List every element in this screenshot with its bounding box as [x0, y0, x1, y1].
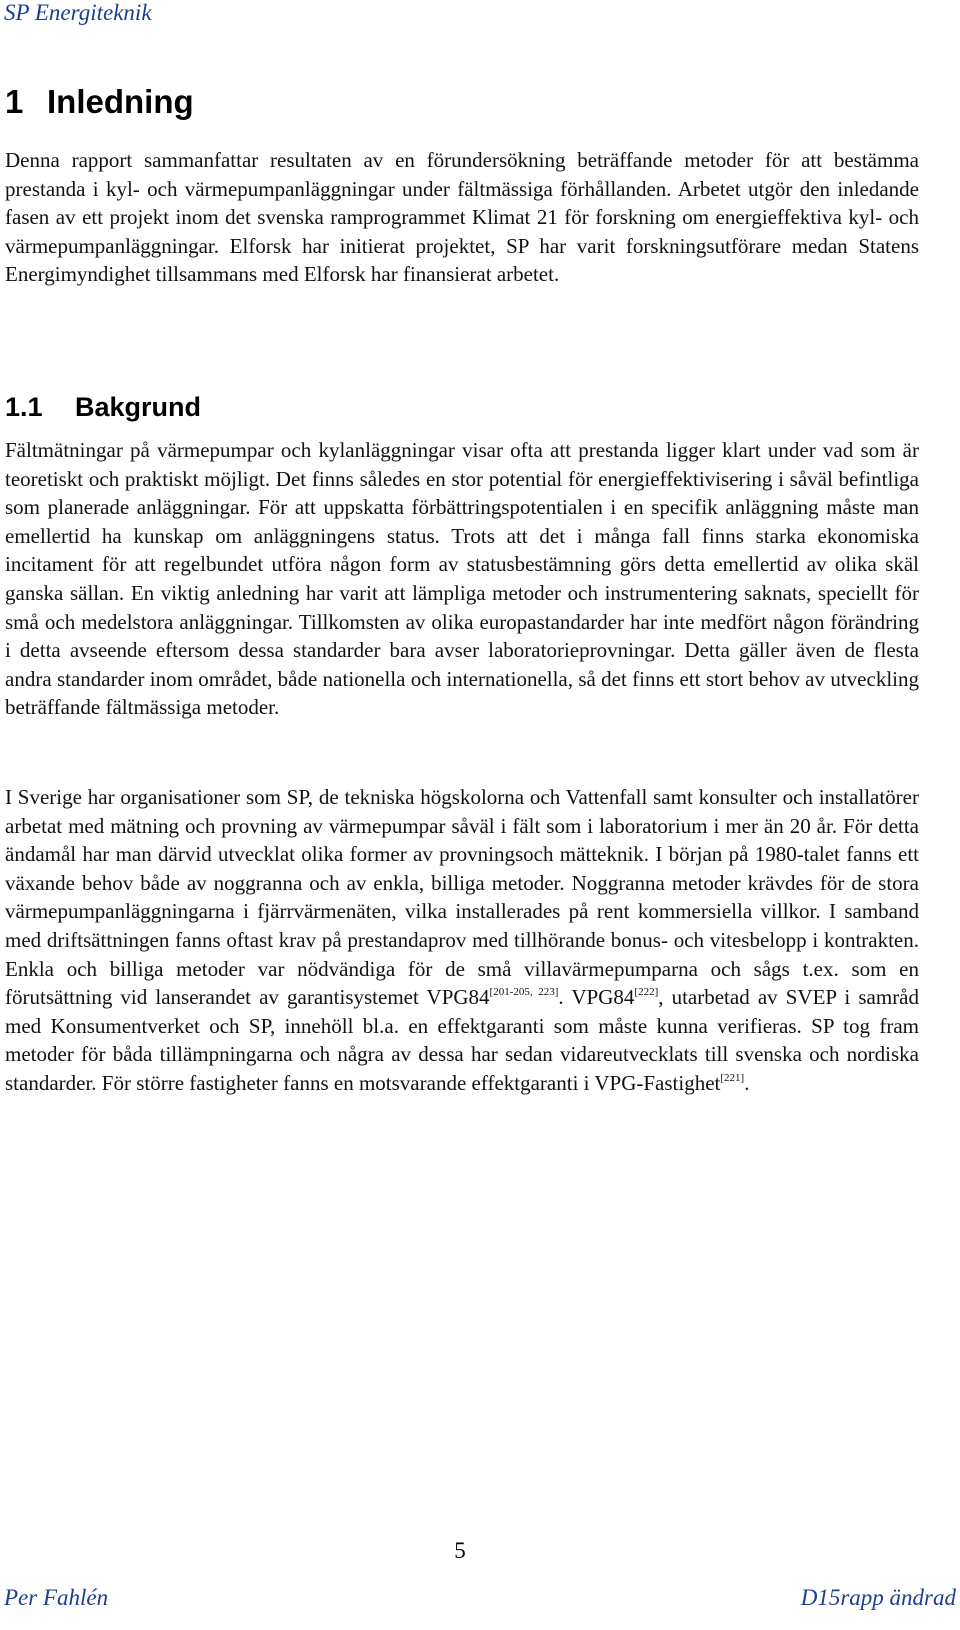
footer-author: Per Fahlén	[4, 1585, 109, 1610]
footer-document-name: D15rapp ändrad	[800, 1585, 956, 1610]
background-paragraph-2	[5, 783, 919, 1098]
background-paragraph-1: Fältmätningar på värmepumpar och kylanläggningar visar ofta att prestanda ligger klart under vad som är teoretiskt och praktiskt möjligt. Det finns således en stor potential för energieffektivisering i såväl befintliga som planerade anläggningar. För att uppskatta förbättringspotentialen i en specifik anläggning måste man emellertid ha kunskap om anläggningens status. Trots att det i många fall finns starka ekonomiska incitament för att regelbundet utföra någon form av statusbestämning görs detta emellertid av olika skäl ganska sällan. En viktig anledning har varit att lämpliga metoder och instrumentering saknats, speciellt för små och medelstora anläggningar. Tillkomsten av olika europastandarder har inte medfört någon förändring i detta avseende eftersom dessa standarder bara avser laboratorieprovningar. Detta gäller även de flesta andra standarder inom området, både nationella och internationella, så det finns ett stort behov av utveckling beträffande fältmässiga metoder.	[5, 438, 919, 720]
intro-paragraph: Denna rapport sammanfattar resultaten av en förundersökning beträffande metoder för att bestämma prestanda i kyl- och värmepumpanläggningar under fältmässiga förhållanden. Arbetet utgör den inledande fasen av ett projekt inom det svenska ramprogrammet Klimat 21 för forskning om energieffektiva kyl- och värmepumpanläggningar. Elforsk har initierat projektet, SP har varit forskningsutförare medan Statens Energimyndighet tillsammans med Elforsk har finansierat arbetet.	[5, 148, 919, 287]
section-heading-inledning	[5, 82, 194, 122]
running-header: SP Energiteknik	[4, 0, 152, 25]
section-title: Inledning	[47, 83, 194, 120]
reference-superscript: [201-205, 223]	[489, 986, 559, 999]
section-number: 1	[5, 83, 24, 120]
page-number: 5	[454, 1538, 466, 1563]
subsection-number: 1.1	[5, 392, 43, 422]
paragraph-text: , utarbetad av SVEP i samråd med Konsumentverket och SP, innehöll bl.a. en effektgaranti som måste kunna verifieras. SP tog fram metoder för båda tillämpningarna och några av dessa har sedan vidareutvecklats till svenska och nordiska standarder. För större fastigheter fanns en motsvarande effektgaranti i VPG-Fastighet	[5, 985, 920, 1095]
paragraph-text: I Sverige har organisationer som SP, de tekniska högskolorna och Vattenfall samt konsulter och installatörer arbetat med mätning och provning av värmepumpar såväl i fält som i laboratorium i mer än 20 år. För detta ändamål har man därvid utvecklat olika former av provningsoch mätteknik. I början på 1980-talet fanns ett växande behov både av noggranna och av enkla, billiga metoder. Noggranna metoder krävdes för de stora värmepumpanläggningarna i fjärrvärmenäten, vilka installerades på rent kommersiella villkor. I samband med driftsättningen fanns oftast krav på prestandaprov med tillhörande bonus- och vitesbelopp i kontrakten. Enkla och billiga metoder var nödvändiga för de små villavärmepumparna och sågs t.ex. som en förutsättning vid lanserandet av garantisystemet VPG84	[5, 785, 919, 1010]
reference-superscript: [221]	[720, 1071, 745, 1084]
section-heading-bakgrund	[5, 391, 201, 423]
paragraph-text: .	[744, 1070, 750, 1095]
paragraph-text: . VPG84	[558, 985, 635, 1010]
reference-superscript: [222]	[634, 986, 659, 999]
subsection-title: Bakgrund	[75, 392, 202, 422]
